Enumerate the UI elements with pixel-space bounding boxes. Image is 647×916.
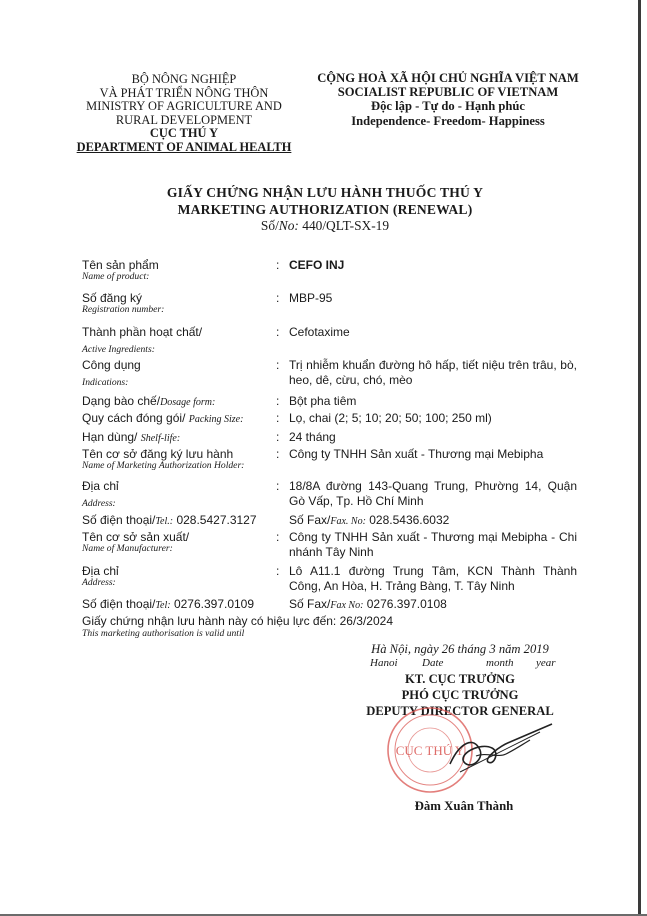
manufacturer-value: Công ty TNHH Sản xuất - Thương mại Mebipha - Chi nhánh Tây Ninh	[289, 530, 577, 559]
title-en: MARKETING AUTHORIZATION (RENEWAL)	[177, 202, 473, 217]
validity-statement: Giấy chứng nhận lưu hành này có hiệu lực đến: 26/3/2024	[82, 614, 393, 628]
field-label: Số đăng ký	[82, 291, 143, 305]
signer-title-1: KT. CỤC TRƯỞNG	[405, 672, 515, 686]
title-vi: GIẤY CHỨNG NHẬN LƯU HÀNH THUỐC THÚ Y	[166, 185, 484, 200]
issue-date: Hà Nội, ngày 26 tháng 3 năm 2019	[371, 642, 549, 656]
field-label: Tên cơ sở đăng ký lưu hành	[82, 447, 234, 461]
field-label: Công dụng	[82, 358, 141, 372]
field-label: Tên sản phẩm	[82, 258, 159, 272]
field-label: Địa chỉ	[82, 479, 119, 493]
field-label: Địa chỉ	[82, 564, 119, 578]
document-title	[90, 184, 560, 218]
number-prefix-en: No:	[278, 218, 299, 233]
ministry-vi-1: BỘ NÔNG NGHIỆP	[131, 72, 237, 86]
republic-vi: CỘNG HOÀ XÃ HỘI CHỦ NGHĨA VIỆT NAM	[317, 71, 579, 85]
dosage-form-value: Bột pha tiêm	[289, 394, 357, 408]
signer-title-2: PHÓ CỤC TRƯỞNG	[401, 688, 519, 702]
holder-address-value: 18/8A đường 143-Quang Trung, Phường 14, Quận Gò Vấp, Tp. Hồ Chí Minh	[289, 479, 577, 508]
indications-value: Trị nhiễm khuẩn đường hô hấp, tiết niệu trên trâu, bò, heo, dê, cừu, chó, mèo	[289, 358, 577, 387]
phone-label: Số điện thoại/Tel.: 028.5427.3127	[82, 513, 257, 527]
field-label-en: Registration number:	[82, 304, 165, 315]
ministry-en-2: RURAL DEVELOPMENT	[115, 112, 253, 127]
field-label: Thành phần hoạt chất/	[82, 325, 203, 339]
stamp-text: CỤC THÚ Y	[395, 743, 465, 758]
ministry-vi-2: VÀ PHÁT TRIỂN NÔNG THÔN	[99, 85, 269, 100]
field-label-en: Name of Manufacturer:	[82, 543, 173, 554]
ministry-en-1: MINISTRY OF AGRICULTURE AND	[86, 99, 282, 114]
field-label: Tên cơ sở sản xuất/	[82, 530, 190, 544]
republic-en: SOCIALIST REPUBLIC OF VIETNAM	[337, 85, 559, 100]
field-label-en: Address:	[82, 577, 116, 588]
field-label-en: Name of product:	[82, 271, 150, 282]
issue-date-en: Hanoi Date month year	[370, 657, 556, 669]
field-label-en: Name of Marketing Authorization Holder:	[82, 460, 245, 471]
signer-name: Đàm Xuân Thành	[414, 799, 514, 813]
department-en: DEPARTMENT OF ANIMAL HEALTH	[76, 139, 292, 154]
document-number	[90, 218, 560, 234]
field-label-en: Address:	[82, 498, 116, 509]
field-label-en: Indications:	[82, 377, 129, 388]
motto-vi: Độc lập - Tự do - Hạnh phúc	[371, 99, 525, 114]
ingredients-value: Cefotaxime	[289, 325, 350, 339]
motto-en: Independence- Freedom- Happiness	[351, 113, 545, 128]
product-name-value: CEFO INJ	[289, 258, 345, 272]
shelf-life-value: 24 tháng	[289, 430, 336, 444]
national-header	[303, 71, 593, 128]
validity-date: 26/3/2024	[339, 614, 393, 628]
holder-value: Công ty TNHH Sản xuất - Thương mại Mebipha	[289, 447, 544, 461]
manufacturer-address-value: Lô A11.1 đường Trung Tâm, KCN Thành Thành Công, An Hòa, H. Trảng Bàng, T. Tây Ninh	[289, 564, 577, 593]
field-label: Hạn dùng/ Shelf-life:	[82, 430, 181, 444]
validity-statement-en: This marketing authorisation is valid until	[82, 628, 245, 639]
packing-value: Lọ, chai (2; 5; 10; 20; 50; 100; 250 ml)	[289, 411, 492, 425]
number-prefix-vi: Số/	[260, 218, 279, 233]
registration-value: MBP-95	[289, 291, 333, 305]
department-vi: CỤC THÚ Y	[149, 126, 219, 141]
scan-edge	[638, 0, 641, 916]
handwritten-signature	[440, 712, 560, 782]
issuer-header	[64, 73, 304, 155]
phone-label: Số điện thoại/Tel: 0276.397.0109	[82, 597, 255, 611]
fax-label: Số Fax/Fax No: 0276.397.0108	[289, 597, 447, 611]
fax-label: Số Fax/Fax. No: 028.5436.6032	[289, 513, 450, 527]
signer-title-en: DEPUTY DIRECTOR GENERAL	[366, 704, 554, 718]
field-label-en: Active Ingredients:	[82, 344, 155, 355]
number-value: 440/QLT-SX-19	[302, 218, 390, 233]
field-label: Dạng bào chế/Dosage form:	[82, 394, 216, 408]
field-label: Quy cách đóng gói/ Packing Size:	[82, 411, 244, 425]
